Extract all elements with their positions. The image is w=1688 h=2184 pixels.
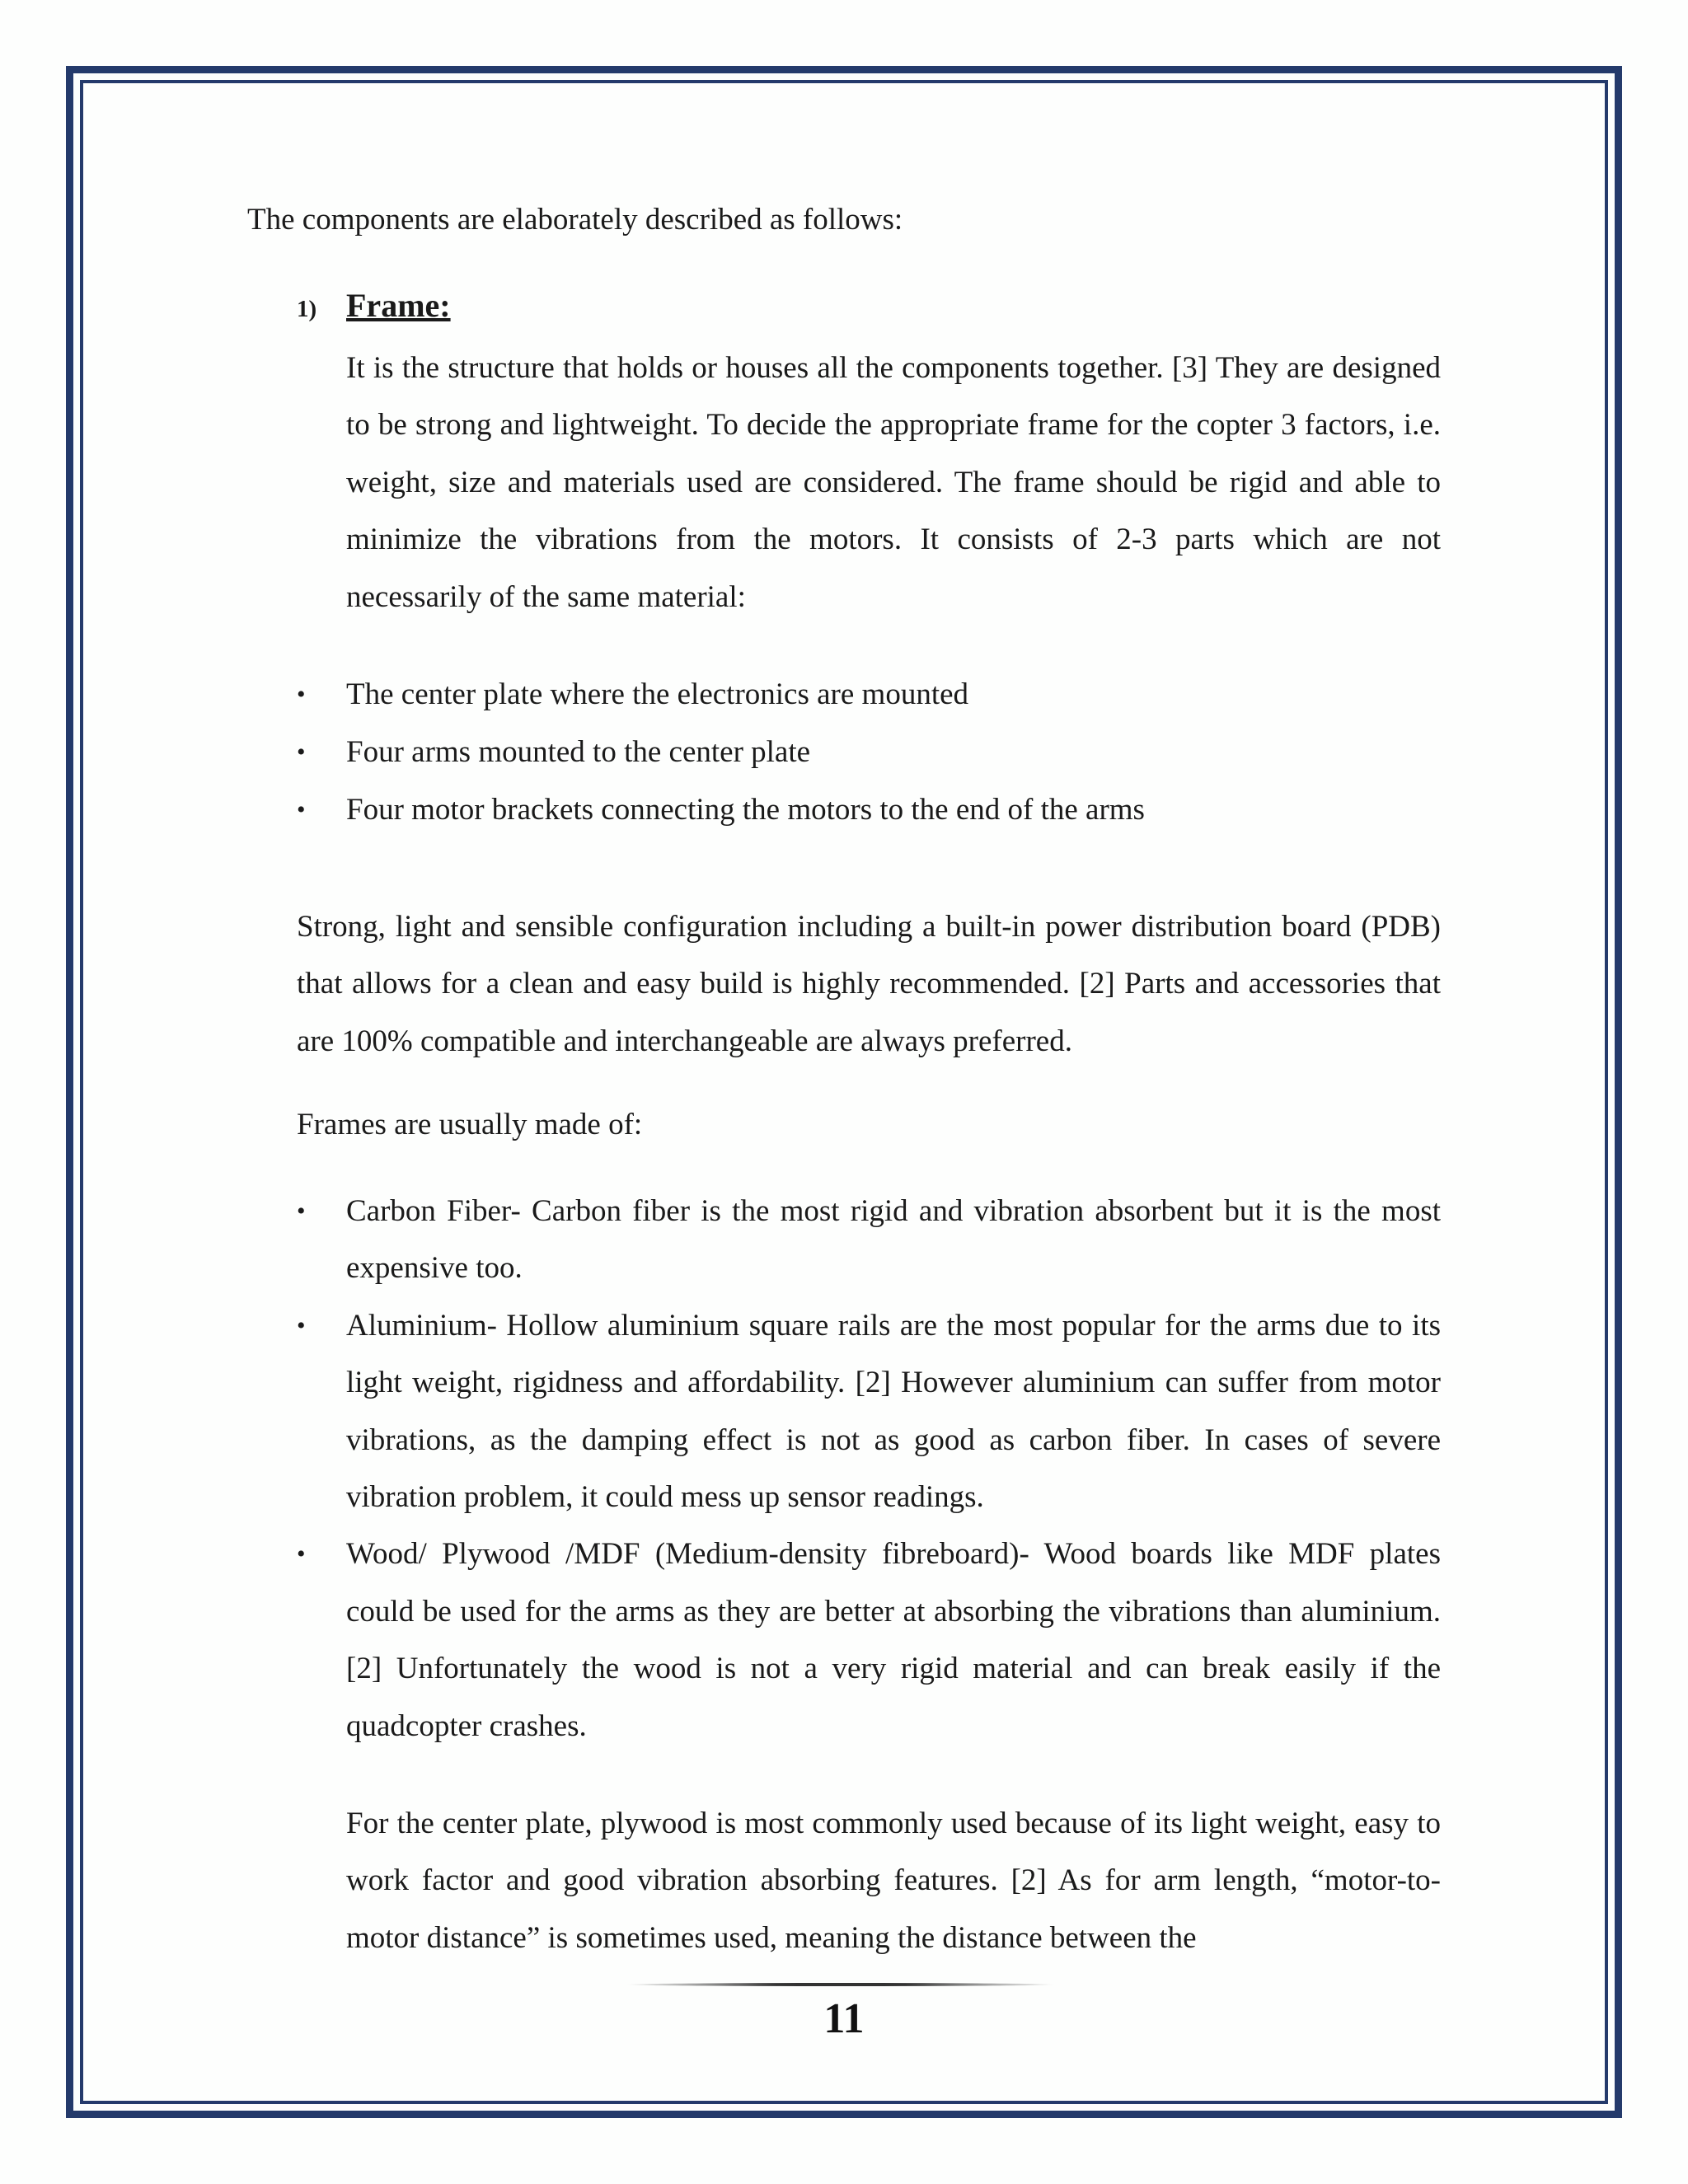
page-number: 11: [823, 1995, 865, 2042]
section-title: Frame:: [346, 287, 451, 324]
frame-parts-list: [297, 666, 1441, 839]
intro-text: The components are elaborately described as follows:: [247, 203, 903, 237]
materials-list: [297, 1183, 1441, 1755]
bullet-icon: •: [297, 1540, 306, 1568]
bullet-icon: •: [297, 1197, 306, 1225]
footer-divider: [626, 1983, 1055, 1986]
center-plate-paragraph: For the center plate, plywood is most commonly used because of its light weight, easy to work factor and good vibration absorbing features. [2] As for arm length, “motor-to-motor distance” is sometimes used, meaning the distance between the: [346, 1807, 1441, 1955]
list-item: • Aluminium- Hollow aluminium square rails are the most popular for the arms due to its light weight, rigidness and affordability. [2] However aluminium can suffer from motor vibrations, as the damping effect is not as good as carbon fiber. In cases of severe vibration problem, it could mess up sensor readings.: [297, 1297, 1441, 1526]
list-item: • Wood/ Plywood /MDF (Medium-density fibreboard)- Wood boards like MDF plates could be used for the arms as they are better at absorbing the vibrations than aluminium. [2] Unfortunately the wood is not a very rigid material and can break easily if the quadcopter crashes.: [297, 1526, 1441, 1755]
bullet-icon: •: [297, 738, 306, 766]
bullet-icon: •: [297, 796, 306, 823]
section-number: 1): [297, 296, 317, 322]
list-item: • Four arms mounted to the center plate: [297, 724, 1441, 781]
bullet-icon: •: [297, 1311, 306, 1339]
page-content: [247, 191, 1441, 1955]
list-item: • The center plate where the electronics are mounted: [297, 666, 1441, 724]
frame-description-paragraph: It is the structure that holds or houses all the components together. [3] They are designed to be strong and lightweight. To decide the appropriate frame for the copter 3 factors, i.e. weight, size and materials used are considered. The frame should be rigid and able to minimize the vibrations from the motors. It consists of 2-3 parts which are not necessarily of the same material:: [346, 351, 1441, 614]
materials-intro: Frames are usually made of:: [297, 1108, 643, 1141]
section-heading: [297, 286, 451, 325]
configuration-paragraph: Strong, light and sensible configuration including a built-in power distribution board (PDB) that allows for a clean and easy build is highly recommended. [2] Parts and accessories that are 100% compatible and interchangeable are always preferred.: [297, 910, 1441, 1058]
bullet-icon: •: [297, 681, 306, 708]
list-item: • Four motor brackets connecting the motors to the end of the arms: [297, 781, 1441, 839]
list-item: • Carbon Fiber- Carbon fiber is the most rigid and vibration absorbent but it is the most expensive too.: [297, 1183, 1441, 1297]
